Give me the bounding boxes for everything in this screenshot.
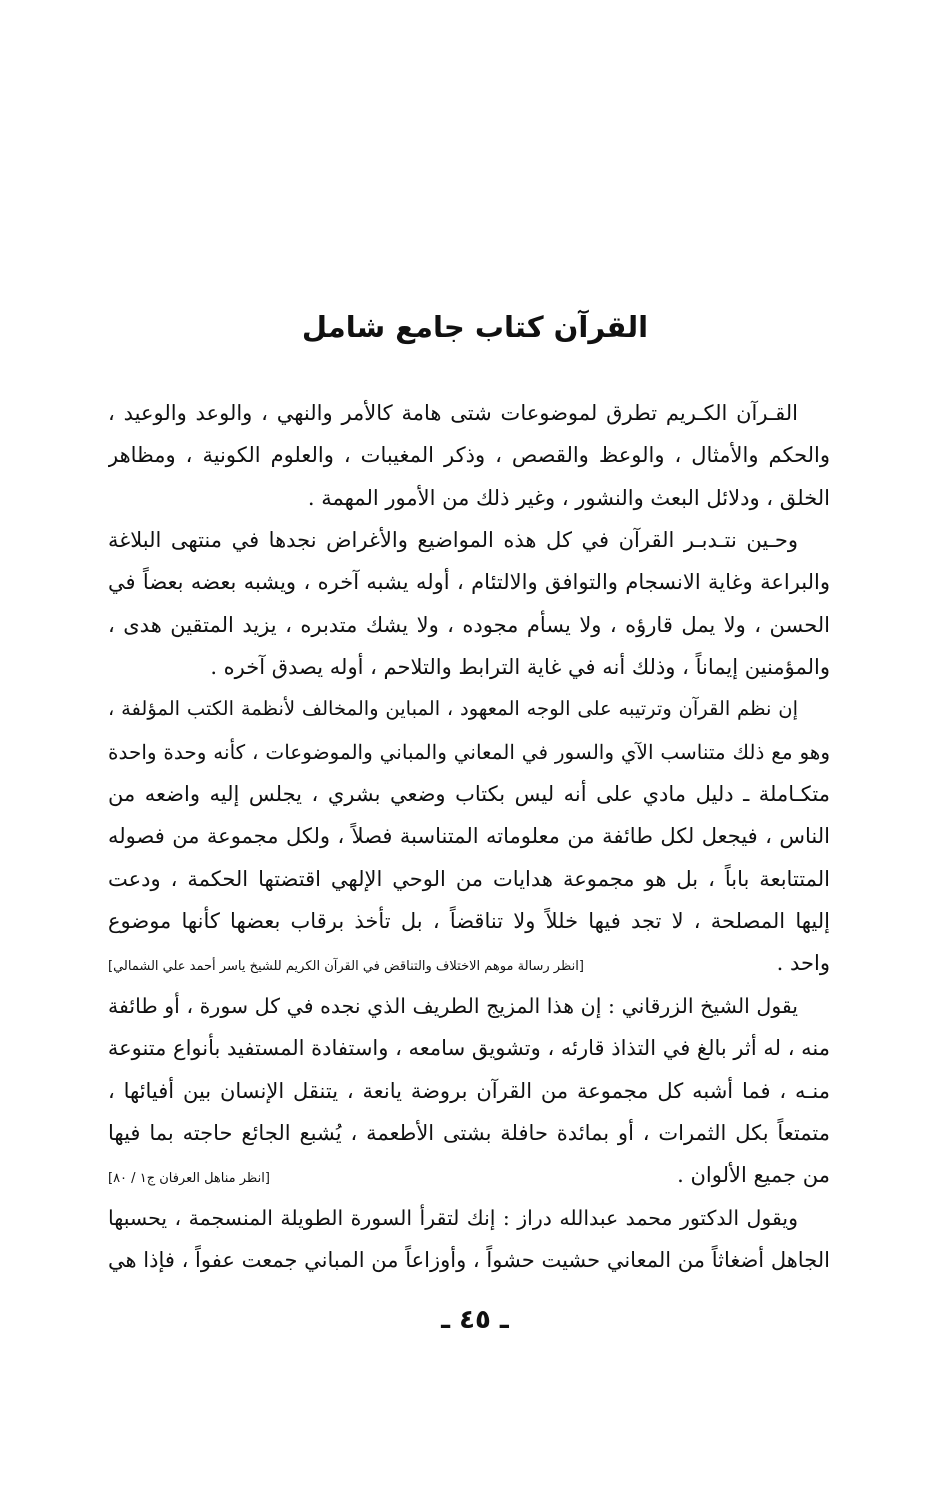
- text-line: والبراعة وغاية الانسجام والتوافق والالتئام ، أوله يشبه آخره ، ويشبه بعضه بعضاً في: [108, 570, 830, 595]
- body-text: [108, 392, 830, 1281]
- text-line: والحكم والأمثال ، والوعظ والقصص ، وذكر المغيبات ، والعلوم الكونية ، ومظاهر: [108, 443, 830, 468]
- text-line-with-reference: [108, 1154, 830, 1196]
- text-line: ويقول الدكتور محمد عبدالله دراز : إنك لتقرأ السورة الطويلة المنسجمة ، يحسبها: [108, 1205, 798, 1230]
- paragraph: [108, 1197, 830, 1282]
- text-line: منـه ، فما أشبه كل مجموعة من القرآن بروضة يانعة ، يتنقل الإنسان بين أفيائها ،: [108, 1078, 830, 1103]
- text-line: وهو مع ذلك متناسب الآي والسور في المعاني والمباني والموضوعات ، كأنه وحدة واحدة: [108, 739, 830, 764]
- text-line: إليها المصلحة ، لا تجد فيها خللاً ولا تناقضاً ، بل تأخذ برقاب بعضها كأنها موضوع: [108, 909, 830, 934]
- page-title: القرآن كتاب جامع شامل: [301, 310, 649, 344]
- text-line: الناس ، فيجعل لكل طائفة من معلوماته المتناسبة فصلاً ، ولكل مجموعة من فصوله: [108, 824, 830, 849]
- paragraph: [108, 688, 830, 984]
- text-line: المتتابعة باباً ، بل هو مجموعة هدايات من الوحي الإلهي اقتضتها الحكمة ، ودعت: [108, 866, 830, 891]
- text-line: متمتعاً بكل الثمرات ، أو بمائدة حافلة بشتى الأطعمة ، يُشبع الجائع حاجته بما فيها: [108, 1120, 830, 1145]
- text-line: يقول الشيخ الزرقاني : إن هذا المزيج الطريف الذي نجده في كل سورة ، أو طائفة: [108, 993, 798, 1018]
- text-line: الحسن ، ولا يمل قارؤه ، ولا يسأم مجوده ، ولا يشك متدبره ، يزيد المتقين هدى ،: [108, 612, 830, 637]
- paragraph: [108, 519, 830, 688]
- source-reference: [انظر رسالة موهم الاختلاف والتناقض في القرآن الكريم للشيخ ياسر أحمد علي الشمالي]: [108, 959, 584, 975]
- paragraph: [108, 985, 830, 1197]
- text-line-with-reference: [108, 942, 830, 984]
- text-line: والمؤمنين إيماناً ، وذلك أنه في غاية الترابط والتلاحم ، أوله يصدق آخره .: [210, 655, 830, 680]
- text-line: منه ، له أثر بالغ في التذاذ قارئه ، وتشويق سامعه ، واستفادة المستفيد بأنواع متنوعة: [108, 1036, 830, 1061]
- text-line: إن نظم القرآن وترتيبه على الوجه المعهود ، المباين والمخالف لأنظمة الكتب المؤلفة ،: [108, 697, 798, 721]
- text-line: متكـاملة ـ دليل مادي على أنه ليس بكتاب وضعي بشري ، يجلس إليه واضعه من: [108, 782, 830, 807]
- text-line: القـرآن الكـريم تطرق لموضوعات شتى هامة كالأمر والنهي ، والوعد والوعيد ،: [108, 401, 798, 425]
- text-line: وحـين نتـدبـر القرآن في كل هذه المواضيع والأغراض نجدها في منتهى البلاغة: [108, 528, 798, 553]
- text-line-end: واحد .: [776, 951, 830, 976]
- source-reference: [انظر مناهل العرفان ج١ / ٨٠]: [108, 1171, 270, 1187]
- paragraph: [108, 392, 830, 519]
- page-number: ـ ٤٥ ـ: [441, 1305, 509, 1335]
- text-line: الجاهل أضغاثاً من المعاني حشيت حشواً ، وأوزاعاً من المباني جمعت عفواً ، فإذا هي: [108, 1247, 830, 1272]
- text-line: الخلق ، ودلائل البعث والنشور ، وغير ذلك من الأمور المهمة .: [307, 485, 830, 510]
- text-line-end: من جميع الألوان .: [677, 1163, 830, 1188]
